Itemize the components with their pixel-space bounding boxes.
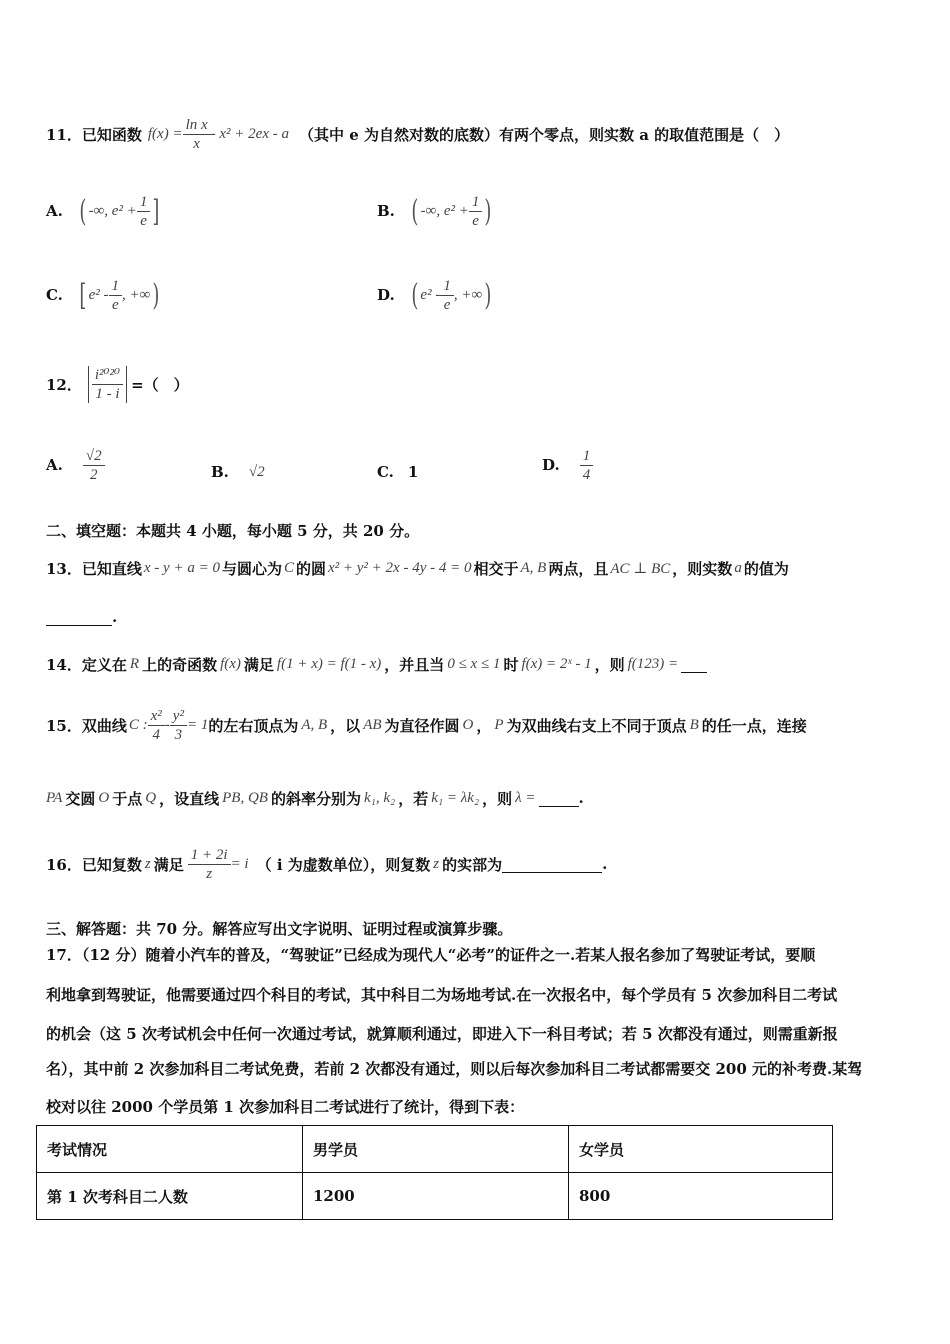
q12-option-d-den: 4 bbox=[582, 466, 591, 483]
q15-end: . bbox=[578, 789, 584, 807]
q15-frac-x-num: x² bbox=[148, 707, 165, 726]
q15-c: C : bbox=[128, 716, 148, 733]
q15-p2: 的左右顶点为 bbox=[208, 716, 299, 735]
q12-option-c-value: 1 bbox=[407, 463, 419, 481]
q17-line-5: 校对以往 2000 个学员第 1 次参加科目二考试进行了统计，得到下表： bbox=[46, 1098, 525, 1116]
q11-option-a[interactable] bbox=[46, 188, 162, 234]
q11-option-d-den: e bbox=[443, 296, 451, 313]
q11-option-c-expr: e² - bbox=[88, 286, 109, 303]
q16-z2: z bbox=[433, 855, 440, 872]
q15-p13: ，则 bbox=[482, 789, 513, 808]
table-header-cell: 男学员 bbox=[303, 1126, 569, 1173]
q11-option-b-label: B. bbox=[377, 202, 395, 220]
q13-p4: 相交于 bbox=[473, 559, 519, 578]
q15-line2 bbox=[46, 778, 584, 818]
q12-option-b-value: √2 bbox=[248, 463, 265, 480]
q15-relation: k₁ = λk₂ bbox=[431, 789, 480, 806]
q14-r: R bbox=[129, 655, 140, 672]
q14-target: f(123) = bbox=[627, 655, 679, 672]
q12-option-a-num: √2 bbox=[83, 447, 105, 466]
q11-option-c-tail: , +∞ bbox=[122, 286, 151, 303]
q12-option-a-label: A. bbox=[46, 456, 63, 474]
table-cell: 第 1 次考科目二人数 bbox=[37, 1173, 303, 1220]
q13-answer-blank[interactable] bbox=[46, 609, 112, 626]
q12-den: 1 - i bbox=[95, 385, 120, 402]
q13-line1 bbox=[46, 548, 789, 588]
q14-fx: f(x) bbox=[220, 655, 241, 672]
q14-p4: ，并且当 bbox=[384, 655, 445, 674]
q12-abs-value bbox=[88, 366, 127, 403]
q15-p7: 的任一点，连接 bbox=[701, 716, 807, 735]
q13-p7: 的值为 bbox=[743, 559, 789, 578]
table-header-cell: 考试情况 bbox=[37, 1126, 303, 1173]
q15-p5: ， bbox=[476, 716, 492, 735]
q15-p3: ，以 bbox=[330, 716, 361, 735]
q14-p2: 上的奇函数 bbox=[142, 655, 218, 674]
q11-option-c-label: C. bbox=[46, 286, 63, 304]
q15-ab-diameter: AB bbox=[363, 716, 382, 733]
q16-den: z bbox=[206, 865, 213, 882]
q16-line bbox=[46, 836, 607, 892]
q15-p8: 交圆 bbox=[65, 789, 96, 808]
q14-answer-blank[interactable] bbox=[681, 656, 707, 673]
q15-p11: 的斜率分别为 bbox=[270, 789, 361, 808]
q12-number: 12． bbox=[46, 375, 82, 394]
q11-option-b-den: e bbox=[472, 212, 479, 229]
q11-option-a-label: A. bbox=[46, 202, 63, 220]
q13-p6: ，则实数 bbox=[672, 559, 733, 578]
q12-stem bbox=[46, 356, 189, 412]
q12-option-a-value bbox=[83, 447, 105, 484]
q15-p9: 于点 bbox=[112, 789, 143, 808]
table-cell: 800 bbox=[569, 1173, 833, 1220]
section2-heading: 二、填空题：本题共 4 小题，每小题 5 分，共 20 分。 bbox=[46, 522, 420, 540]
q14-interval: 0 ≤ x ≤ 1 bbox=[447, 655, 501, 672]
q13-a: a bbox=[734, 559, 742, 576]
q13-end: . bbox=[112, 608, 118, 626]
q12-option-d-label: D. bbox=[542, 456, 560, 474]
table-cell: 1200 bbox=[303, 1173, 569, 1220]
q17-line-4: 名），其中前 2 次参加科目二考试免费，若前 2 次都没有通过，则以后每次参加科目二考试都需要交 200 元的补考费.某驾 bbox=[46, 1060, 863, 1078]
q11-option-d-right: ) bbox=[484, 277, 492, 313]
q14-p5: 时 bbox=[503, 655, 519, 674]
q11-number: 11． bbox=[46, 125, 82, 144]
q11-option-b-fraction bbox=[469, 193, 483, 230]
q14-number: 14． bbox=[46, 655, 82, 674]
q15-lambda: λ = bbox=[515, 789, 536, 806]
q11-option-b-right: ) bbox=[484, 193, 492, 229]
q11-option-d-left: ( bbox=[411, 277, 419, 313]
q13-points: A, B bbox=[520, 559, 547, 576]
q13-p3: 的圆 bbox=[295, 559, 326, 578]
q12-option-c[interactable] bbox=[377, 452, 418, 492]
q12-option-d[interactable] bbox=[542, 440, 593, 490]
q11-option-c-den: e bbox=[111, 296, 119, 313]
q11-option-d-expr: e² - bbox=[420, 286, 441, 303]
q13-p2: 与圆心为 bbox=[221, 559, 282, 578]
q11-func-fraction bbox=[183, 116, 211, 153]
q11-option-c-fraction bbox=[109, 277, 123, 314]
q11-option-b-expr: -∞, e² + bbox=[420, 202, 469, 219]
q15-minus: - bbox=[164, 716, 170, 733]
q15-o: O bbox=[462, 716, 474, 733]
q15-frac-x-den: 4 bbox=[152, 726, 160, 743]
q11-func-lhs: f(x) = bbox=[147, 125, 183, 142]
q13-circle-eq: x² + y² + 2x - 4y - 4 = 0 bbox=[328, 559, 472, 576]
q16-answer-blank[interactable] bbox=[502, 856, 602, 873]
q15-p6: 为双曲线右支上不同于顶点 bbox=[506, 716, 687, 735]
q14-symmetry: f(1 + x) = f(1 - x) bbox=[276, 655, 382, 672]
q13-line2 bbox=[46, 608, 117, 626]
q11-option-b-left: ( bbox=[411, 193, 419, 229]
q14-def: f(x) = 2ˣ - 1 bbox=[521, 655, 592, 672]
q11-option-b[interactable] bbox=[377, 188, 494, 234]
q16-end: . bbox=[602, 855, 608, 873]
q15-o2: O bbox=[98, 789, 110, 806]
q15-k1k2: k₁, k₂ bbox=[363, 789, 396, 806]
table-row bbox=[37, 1173, 833, 1220]
q17-line-3: 的机会（这 5 次考试机会中任何一次通过考试，就算顺利通过，即进入下一科目考试；若 5 次都没有通过，则需重新报 bbox=[46, 1025, 838, 1043]
q15-number: 15． bbox=[46, 716, 82, 735]
q15-b: B bbox=[689, 716, 699, 733]
q11-option-d-num: 1 bbox=[440, 277, 454, 296]
q15-answer-blank[interactable] bbox=[539, 790, 579, 807]
q11-option-c-left: [ bbox=[79, 277, 87, 313]
q16-p4: 的实部为 bbox=[442, 855, 503, 874]
q14-line bbox=[46, 644, 707, 684]
q11-option-d-label: D. bbox=[377, 286, 395, 304]
q14-p3: 满足 bbox=[243, 655, 274, 674]
q17-line-2: 利地拿到驾驶证，他需要通过四个科目的考试，其中科目二为场地考试.在一次报名中，每个学员有 5 次参加科目二考试 bbox=[46, 986, 838, 1004]
q16-z: z bbox=[144, 855, 151, 872]
q16-number: 16． bbox=[46, 855, 82, 874]
q15-p10: ，设直线 bbox=[159, 789, 220, 808]
q11-lead: 已知函数 bbox=[81, 125, 142, 144]
q12-num: i²⁰²⁰ bbox=[92, 366, 123, 385]
q11-option-c[interactable] bbox=[46, 272, 162, 318]
q16-p1: 已知复数 bbox=[81, 855, 142, 874]
q16-num: 1 + 2i bbox=[188, 846, 231, 865]
q14-p6: ，则 bbox=[594, 655, 625, 674]
q11-option-a-num: 1 bbox=[137, 193, 151, 212]
q16-p2: 满足 bbox=[153, 855, 184, 874]
q12-fraction bbox=[92, 366, 123, 403]
q12-option-d-value bbox=[580, 447, 594, 484]
q11-func-num: ln x bbox=[183, 116, 211, 135]
q13-perp: AC ⊥ BC bbox=[610, 560, 671, 577]
q12-tail: =（ ） bbox=[131, 375, 189, 394]
q12-option-a[interactable] bbox=[46, 440, 105, 490]
q11-option-a-expr: -∞, e² + bbox=[88, 202, 137, 219]
q15-frac-x bbox=[148, 707, 165, 744]
q11-option-a-right: ] bbox=[152, 193, 160, 229]
q11-option-c-num: 1 bbox=[109, 277, 123, 296]
q11-option-b-num: 1 bbox=[469, 193, 483, 212]
q11-func-den: x bbox=[193, 135, 200, 152]
q12-option-d-num: 1 bbox=[580, 447, 594, 466]
q14-p1: 定义在 bbox=[81, 655, 127, 674]
q11-option-d[interactable] bbox=[377, 272, 494, 318]
q13-number: 13． bbox=[46, 559, 82, 578]
q11-func-rest: - x² + 2ex - a bbox=[210, 125, 289, 142]
section3-heading: 三、解答题：共 70 分。解答应写出文字说明、证明过程或演算步骤。 bbox=[46, 920, 513, 938]
q17-line-1: 17．（12 分）随着小汽车的普及，“驾驶证”已经成为现代人“必考”的证件之一.若某人报名参加了驾驶证考试，要顺 bbox=[46, 946, 816, 964]
q15-frac-y-num: y² bbox=[170, 707, 187, 726]
q13-p1: 已知直线 bbox=[81, 559, 142, 578]
q11-option-a-den: e bbox=[140, 212, 147, 229]
q11-option-d-fraction bbox=[440, 277, 454, 314]
q17-statistics-table bbox=[36, 1125, 833, 1220]
q11-option-d-tail: , +∞ bbox=[453, 286, 483, 303]
q11-option-a-left: ( bbox=[79, 193, 87, 229]
q15-p4: 为直径作圆 bbox=[384, 716, 460, 735]
q15-p1: 双曲线 bbox=[81, 716, 127, 735]
q13-p5: 两点，且 bbox=[548, 559, 609, 578]
q11-note: （其中 e 为自然对数的底数）有两个零点，则实数 a 的取值范围是（ ） bbox=[299, 125, 790, 144]
q12-option-a-den: 2 bbox=[89, 466, 98, 483]
q12-option-c-label: C. bbox=[377, 463, 394, 481]
q16-fraction bbox=[188, 846, 231, 883]
q12-option-b[interactable] bbox=[211, 452, 265, 492]
q15-pa: PA bbox=[46, 789, 63, 806]
q12-option-b-label: B. bbox=[211, 463, 229, 481]
q16-eq: = i bbox=[230, 855, 249, 872]
q15-ab: A, B bbox=[301, 716, 328, 733]
q15-frac-y bbox=[170, 707, 187, 744]
q15-q: Q bbox=[145, 789, 157, 806]
q13-line-eq: x - y + a = 0 bbox=[143, 559, 220, 576]
q15-p: P bbox=[494, 716, 504, 733]
q15-pb-qb: PB, QB bbox=[222, 789, 268, 806]
q11-option-c-right: ) bbox=[152, 277, 160, 313]
q15-p12: ，若 bbox=[398, 789, 429, 808]
table-header-row bbox=[37, 1126, 833, 1173]
q16-p3: （ i 为虚数单位），则复数 bbox=[256, 855, 431, 874]
q13-center: C bbox=[283, 559, 294, 576]
q11-option-a-fraction bbox=[137, 193, 151, 230]
q15-frac-y-den: 3 bbox=[174, 726, 183, 743]
table-header-cell: 女学员 bbox=[569, 1126, 833, 1173]
q11-stem bbox=[46, 104, 789, 164]
q15-eq: = 1 bbox=[186, 716, 209, 733]
q15-line1 bbox=[46, 700, 807, 750]
